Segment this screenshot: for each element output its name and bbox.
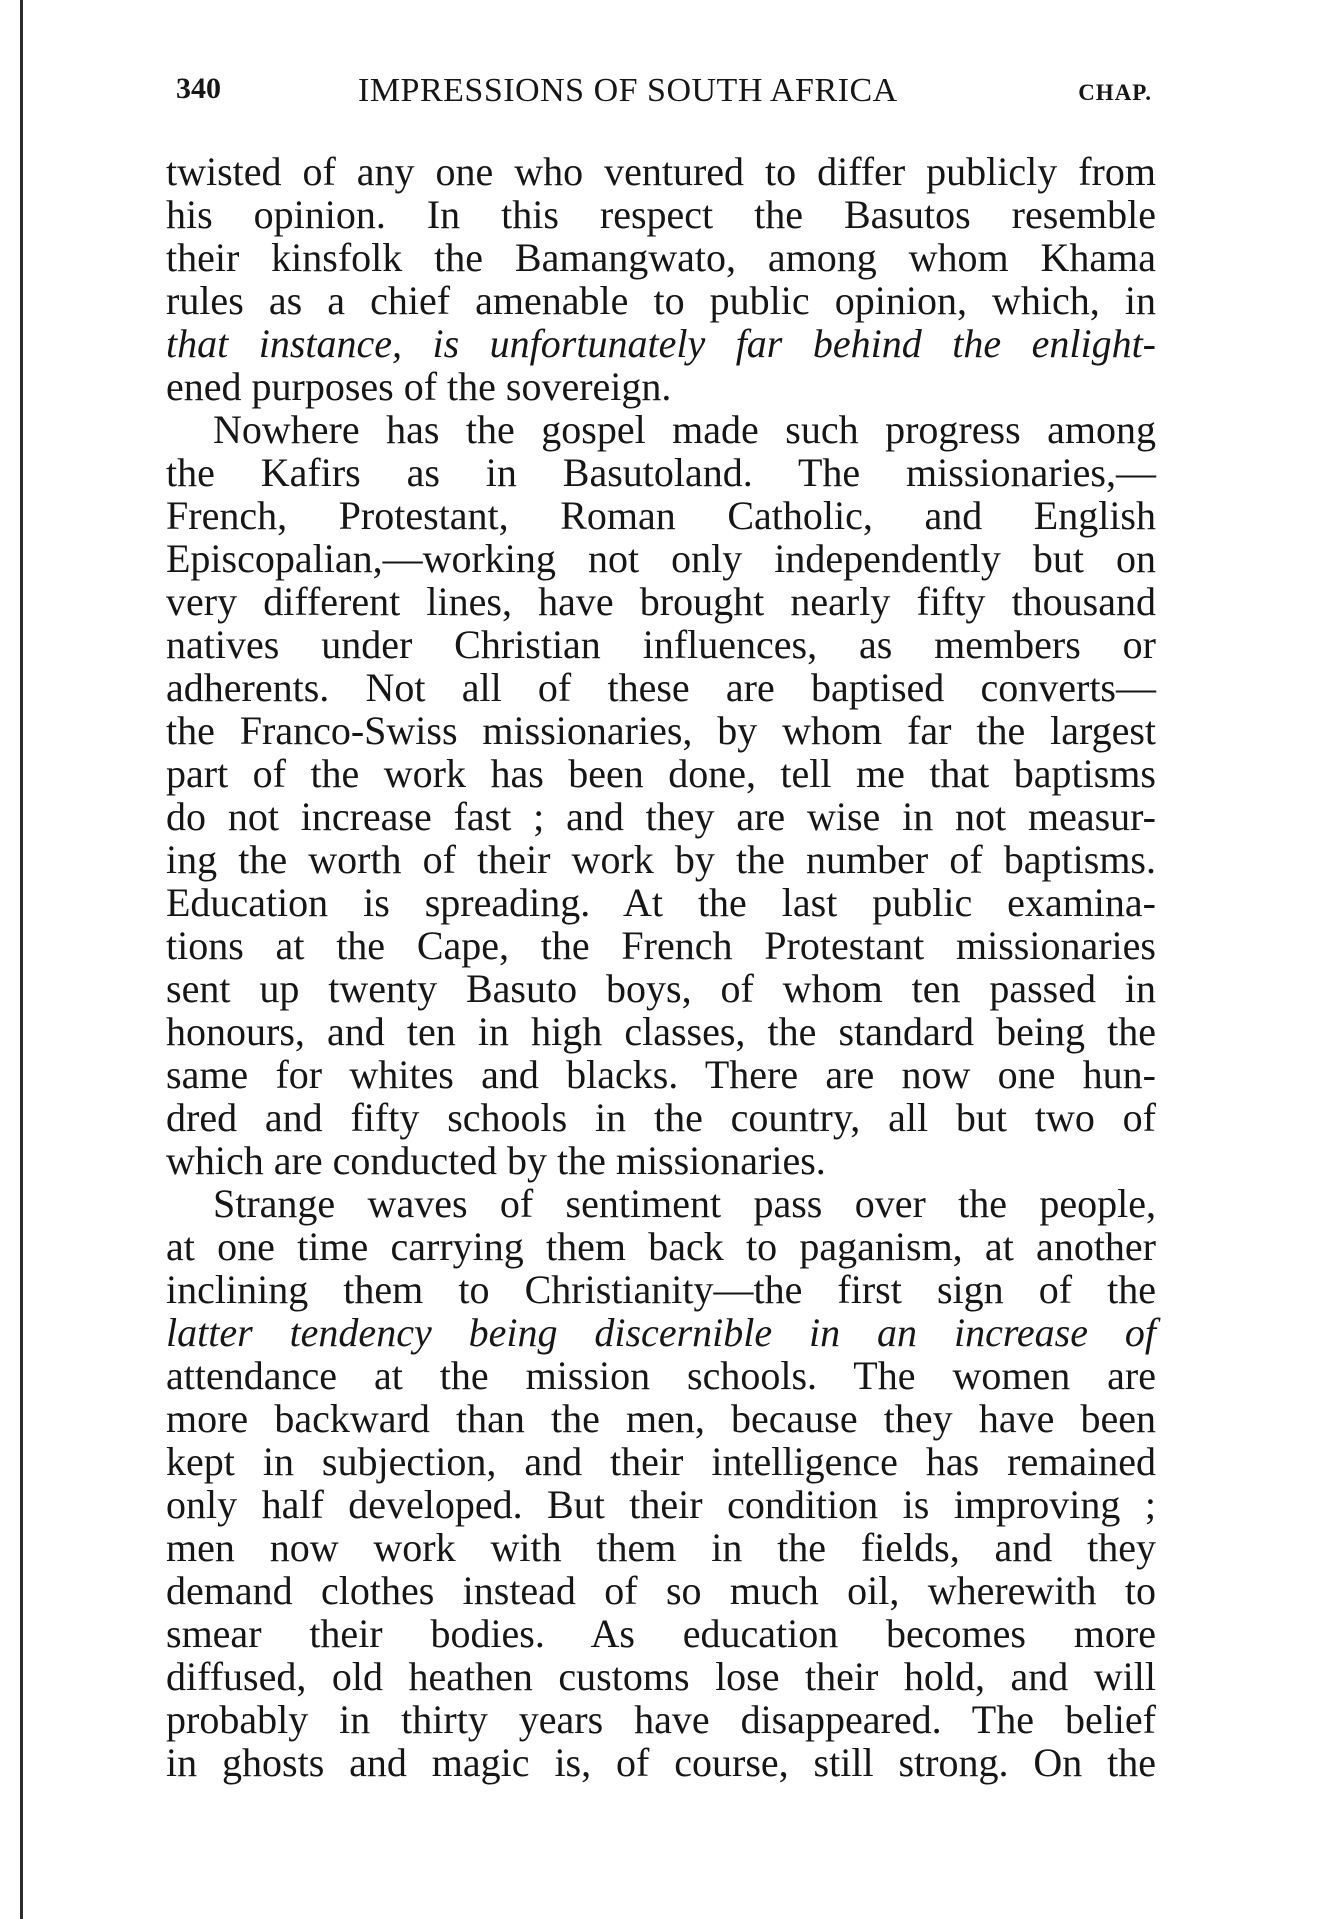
body-text xyxy=(166,150,1156,1784)
text-line: the Kafirs as in Basutoland. The missionaries,— xyxy=(166,450,1156,495)
text-line: dred and fifty schools in the country, all but two of xyxy=(166,1095,1156,1140)
text-line: at one time carrying them back to paganism, at another xyxy=(166,1224,1156,1269)
text-line: Strange waves of sentiment pass over the people, xyxy=(213,1181,1156,1226)
text-line: same for whites and blacks. There are now one hun- xyxy=(166,1052,1156,1097)
text-line: the Franco-Swiss missionaries, by whom far the largest xyxy=(166,708,1156,753)
text-line: demand clothes instead of so much oil, wherewith to xyxy=(166,1568,1156,1613)
paragraph xyxy=(166,150,1156,408)
text-line: rules as a chief amenable to public opinion, which, in xyxy=(166,278,1156,323)
text-line: Education is spreading. At the last public examina- xyxy=(166,880,1156,925)
text-line: inclining them to Christianity—the first sign of the xyxy=(166,1267,1156,1312)
text-line: very different lines, have brought nearly fifty thousand xyxy=(166,579,1156,624)
text-line: tions at the Cape, the French Protestant missionaries xyxy=(166,923,1156,968)
text-line: sent up twenty Basuto boys, of whom ten passed in xyxy=(166,966,1156,1011)
text-line: only half developed. But their condition is improving ; xyxy=(166,1482,1156,1527)
text-line: Episcopalian,—working not only independently but on xyxy=(166,536,1156,581)
text-line: adherents. Not all of these are baptised converts— xyxy=(166,665,1156,710)
text-line: their kinsfolk the Bamangwato, among whom Khama xyxy=(166,235,1156,280)
page-header xyxy=(176,72,1152,122)
text-line: more backward than the men, because they have been xyxy=(166,1396,1156,1441)
text-line: his opinion. In this respect the Basutos resemble xyxy=(166,192,1156,237)
text-line: part of the work has been done, tell me that baptisms xyxy=(166,751,1156,796)
text-line: honours, and ten in high classes, the standard being the xyxy=(166,1009,1156,1054)
text-line: latter tendency being discernible in an increase of xyxy=(166,1310,1156,1355)
text-line: diffused, old heathen customs lose their hold, and will xyxy=(166,1654,1156,1699)
chapter-label: CHAP. xyxy=(1078,80,1152,105)
text-line: in ghosts and magic is, of course, still strong. On the xyxy=(166,1740,1156,1785)
text-line: smear their bodies. As education becomes more xyxy=(166,1611,1156,1656)
text-line: that instance, is unfortunately far behind the enlight- xyxy=(166,321,1156,366)
text-line: twisted of any one who ventured to differ publicly from xyxy=(166,149,1156,194)
text-line: natives under Christian influences, as members or xyxy=(166,622,1156,667)
binding-edge xyxy=(20,0,23,1919)
running-title: IMPRESSIONS OF SOUTH AFRICA xyxy=(358,72,898,109)
text-line: men now work with them in the fields, and they xyxy=(166,1525,1156,1570)
text-line: ing the worth of their work by the number of baptisms. xyxy=(166,837,1156,882)
text-line: Nowhere has the gospel made such progress among xyxy=(213,407,1156,452)
text-line: French, Protestant, Roman Catholic, and English xyxy=(166,493,1156,538)
text-line: kept in subjection, and their intelligence has remained xyxy=(166,1439,1156,1484)
text-line: ened purposes of the sovereign. xyxy=(166,364,672,409)
text-line: probably in thirty years have disappeared. The belief xyxy=(166,1697,1156,1742)
text-line: which are conducted by the missionaries. xyxy=(166,1138,826,1183)
text-line: attendance at the mission schools. The women are xyxy=(166,1353,1156,1398)
text-line: do not increase fast ; and they are wise in not measur- xyxy=(166,794,1156,839)
paragraph xyxy=(166,1182,1156,1784)
page-number: 340 xyxy=(176,72,221,105)
paragraph xyxy=(166,408,1156,1182)
